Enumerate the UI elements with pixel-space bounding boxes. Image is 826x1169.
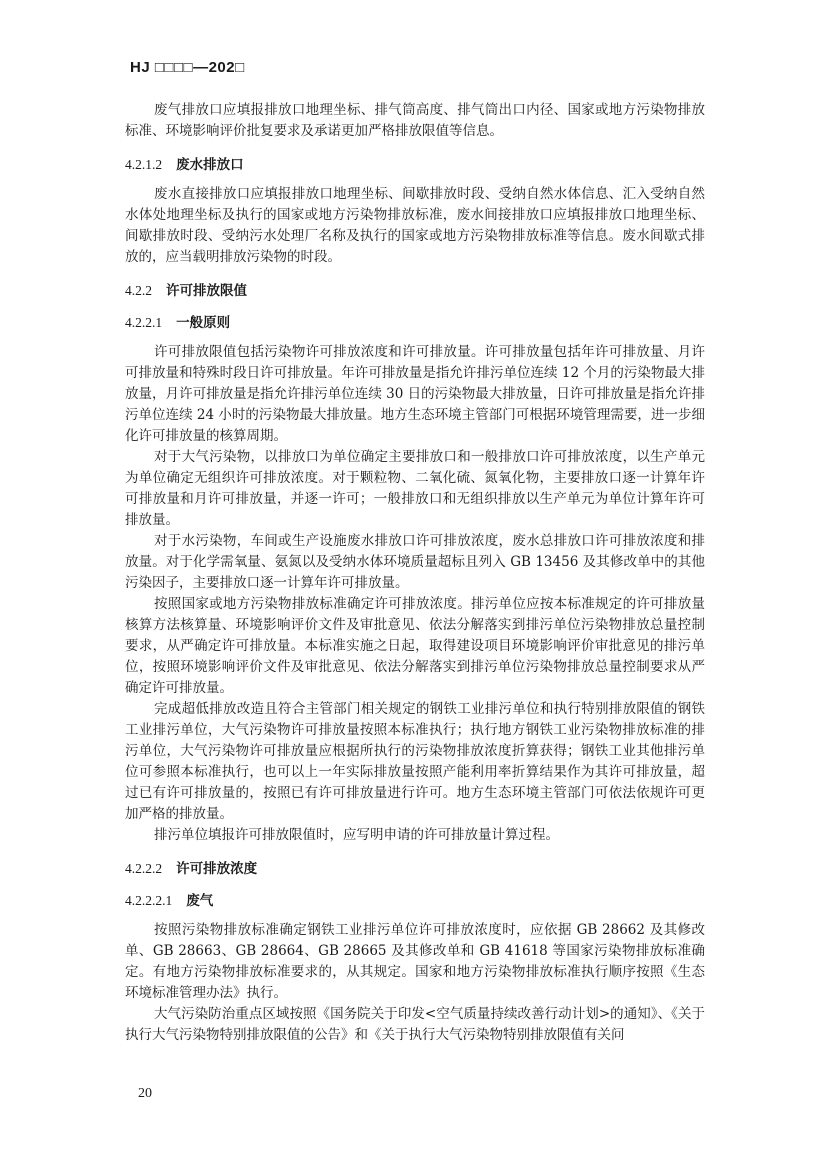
paragraph: 废水直接排放口应填报排放口地理坐标、间歇排放时段、受纳自然水体信息、汇入受纳自然水体处地理坐标及执行的国家或地方污染物排放标准，废水间接排放口应填报排放口地理坐标、间歇排放时段、受纳污水处理厂名称及执行的国家或地方污染物排放标准等信息。废水间歇式排放的，应当载明排放污染物的时段。 [125,186,705,265]
document-header-code: HJ □□□□—202□ [130,59,245,76]
section-number: 4.2.1.2 [125,157,163,172]
paragraph: 对于水污染物，车间或生产设施废水排放口许可排放浓度，废水总排放口许可排放浓度和排放量。对于化学需氧量、氨氮以及受纳水体环境质量超标且列入 GB 13456 及其修改单中的其他污染因子，主要排放口逐一计算年许可排放量。 [125,533,705,591]
section-title: 一般原则 [176,315,231,331]
page-number: 20 [138,1086,152,1101]
section-heading [125,890,705,912]
paragraph: 排污单位填报许可排放限值时，应写明申请的许可排放量计算过程。 [154,827,559,843]
section-title: 废水排放口 [176,157,244,173]
paragraph: 许可排放限值包括污染物许可排放浓度和许可排放量。许可排放量包括年许可排放量、月许可排放量和特殊时段日许可排放量。年许可排放量是指允许排污单位连续 12 个月的污染物最大排放量，月许可排放量是指允许排污单位连续 30 日的污染物最大排放量，日许可排放量是指允许排污单位连续 24 小时的污染物最大排放量。地方生态环境主管部门可根据环境管理需要，进一步细化许可排放量的核算周期。 [125,344,705,444]
paragraph: 对于大气污染物，以排放口为单位确定主要排放口和一般排放口许可排放浓度，以生产单元为单位确定无组织许可排放浓度。对于颗粒物、二氧化硫、氮氧化物，主要排放口逐一计算年许可排放量和月许可排放量，并逐一许可；一般排放口和无组织排放以生产单元为单位计算年许可排放量。 [125,449,705,528]
paragraph: 废气排放口应填报排放口地理坐标、排气筒高度、排气筒出口内径、国家或地方污染物排放标准、环境影响评价批复要求及承诺更加严格排放限值等信息。 [125,102,705,139]
paragraph: 大气污染防治重点区域按照《国务院关于印发<空气质量持续改善行动计划>的通知》、《关于执行大气污染物特别排放限值的公告》和《关于执行大气污染物特别排放限值有关问 [125,1006,705,1043]
section-number: 4.2.2.2 [125,861,163,876]
section-heading [125,154,705,176]
section-number: 4.2.2 [125,283,152,298]
section-heading [125,312,705,334]
paragraph: 按照国家或地方污染物排放标准确定许可排放浓度。排污单位应按本标准规定的许可排放量核算方法核算量、环境影响评价文件及审批意见、依法分解落实到排污单位污染物排放总量控制要求，从严确定许可排放量。本标准实施之日起，取得建设项目环境影响评价审批意见的排污单位，按照环境影响评价文件及审批意见、依法分解落实到排污单位污染物排放总量控制要求从严确定许可排放量。 [125,596,705,696]
section-title: 废气 [186,893,214,909]
paragraph: 按照污染物排放标准确定钢铁工业排污单位许可排放浓度时，应依据 GB 28662 及其修改单、GB 28663、GB 28664、GB 28665 及其修改单和 GB 41618 等国家污染物排放标准确定。有地方污染物排放标准要求的，从其规定。国家和地方污染物排放标准执行顺序按照《生态环境标准管理办法》执行。 [125,922,705,1001]
document-body [125,100,705,1046]
section-heading [125,280,705,302]
section-title: 许可排放限值 [166,283,247,299]
section-number: 4.2.2.1 [125,315,163,330]
section-title: 许可排放浓度 [176,861,258,877]
section-number: 4.2.2.2.1 [125,893,173,908]
section-heading [125,858,705,880]
paragraph: 完成超低排放改造且符合主管部门相关规定的钢铁工业排污单位和执行特别排放限值的钢铁工业排污单位，大气污染物许可排放量按照本标准执行；执行地方钢铁工业污染物排放标准的排污单位，大气污染物许可排放量应根据所执行的污染物排放浓度折算获得；钢铁工业其他排污单位可参照本标准执行，也可以上一年实际排放量按照产能利用率折算结果作为其许可排放量，超过已有许可排放量的，按照已有许可排放量进行许可。地方生态环境主管部门可依法依规许可更加严格的排放量。 [125,701,705,822]
